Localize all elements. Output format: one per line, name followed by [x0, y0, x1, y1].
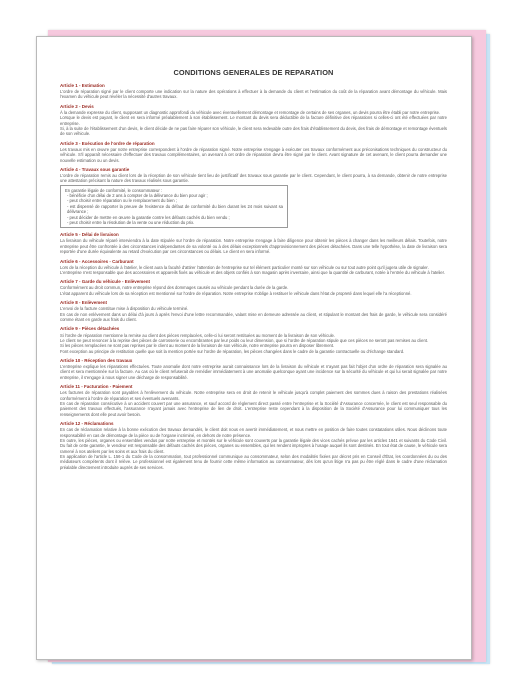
article-paragraph: L'entreprise n'est responsable que des accessoires et appareils fixés au véhicule et des objets confiés à son magasin après inventaire, ainsi que la quantité de carburant, notée à l'entrée du véhicule à l'atelier. [60, 269, 445, 275]
article-section [60, 167, 447, 228]
article-title: Article 10 - Réception des travaux [60, 358, 133, 364]
article-section [60, 358, 447, 380]
article-title: Article 9 - Pièces détachées [60, 326, 120, 332]
guarantee-item: - peut choisir entre la résolution de la vente ou une réduction du prix. [67, 219, 195, 225]
article-title: Article 8 - Enlèvement [60, 300, 108, 306]
article-section [60, 421, 447, 470]
article-title: Article 1 - Estimation [60, 83, 105, 88]
article-section [60, 83, 447, 100]
article-paragraph: Conformément au droit commun, notre entreprise répond des dommages causés au véhicule pendant la durée de la garde. [60, 285, 289, 291]
article-title: Article 4 - Travaux sous garantie [60, 167, 130, 172]
article-paragraph: L'envoi de la facture constitue mise à disposition du véhicule terminé. [60, 306, 189, 312]
article-title: Article 3 - Exécution de l'ordre de réparation [60, 140, 155, 146]
article-paragraph: L'ordre de réparation signé par le client comporte une indication sur la nature des opérations à effectuer à la demande du client et l'estimation du coût de la réparation avant démontage du véhicule. Mais l'examen du véhicule peut révéler la nécessité d'autres travaux. [60, 89, 447, 100]
article-section [60, 300, 447, 322]
article-paragraph: L'état apparent du véhicule lors de sa réception est mentionné sur l'ordre de réparation. Notre entreprise s'oblige à restituer le véhicule dans l'état de propreté dans lequel elle l'a réceptionné. [60, 290, 412, 296]
article-section [60, 326, 447, 353]
article-paragraph: L'ordre de réparation remis au client lors de la réception de son véhicule tient lieu de justificatif des travaux sous garantie par le client. Cependant, le client pourra, à sa demande, obtenir de notre entreprise une attestation précisant la nature des travaux réalisés sous garantie. [60, 173, 447, 184]
article-paragraph: Si l'ordre de réparation mentionne la remise au client des pièces remplacées, celle-ci lui seront restituées au moment de la livraison de son véhicule. [60, 332, 335, 338]
article-paragraph: Si, à la suite de l'établissement d'un devis, le client décide de ne pas faire réparer son véhicule, le client sera redevable outre des frais d'établissement du devis, des frais de démontage et remontage éventuels de son véhicule. [60, 126, 447, 137]
guarantee-item: - peut décider de mettre en œuvre la garantie contre les défauts cachés du bien vendu ; [67, 214, 230, 220]
article-section [60, 279, 447, 296]
article-title: Article 2 - Devis [60, 103, 94, 109]
article-title: Article 6 - Accessoires - Carburant [60, 258, 134, 264]
article-paragraph: À la demande expresse du client, supposant un diagnostic approfondi du véhicule avec éventuellement démontage et remontage de certains de ses organes, un devis pourra être établi par notre entreprise. [60, 109, 441, 115]
article-title: Article 11 - Facturation - Paiement [60, 384, 133, 390]
guarantee-item: - bénéficie d'un délai de 2 ans à compter de la délivrance du bien pour agir ; [67, 193, 208, 199]
article-paragraph: En cas de réclamation relative à la bonne exécution des travaux demandés, le client doit nous en avertir immédiatement, et nous mettre en position de faire toutes constatations utiles. Nous déclinons toute responsabilité en cas de démontage de la pièce ou de l'organe incriminé, en dehors de notre présence. [60, 427, 447, 438]
article-paragraph: Lors de la réception du véhicule à l'atelier, le client aura la faculté d'attirer l'attention de l'entreprise sur tel élément particulier monté sur son véhicule ou sur tout autre point qu'il jugera utile de signaler. [60, 264, 429, 270]
article-paragraph: La livraison du véhicule réparé interviendra à la date stipulée sur l'ordre de réparation. Notre entreprise s'engage à faire diligence pour obtenir les pièces à changer dans les meilleurs délais. Toutefois, notre entreprise peut être confrontée à des circonstances indépendantes de sa volonté ou à des délais exceptionnels d'approvisionnement des pièces détachées. Dans une telle hypothèse, la date de livraison sera reportée d'une durée équivalente au retard d'exécution par ces circonstances ou délais. Le client en sera informé. [60, 238, 447, 255]
article-section [60, 384, 447, 417]
article-paragraph: Si les pièces remplacées ne sont pas reprises par le client au moment de la livraison de son véhicule, notre entreprise pourra en disposer librement. [60, 343, 335, 349]
article-title: Article 7 - Garde du véhicule - Enlèvement [60, 279, 151, 285]
legal-guarantee-box [60, 185, 288, 228]
guarantee-intro: En garantie légale de conformité, le consommateur : [65, 187, 163, 193]
articles-list [60, 83, 447, 470]
article-paragraph: En cas de non enlèvement dans un délai d'à jours à après l'envoi d'une lettre recommandée, valant mise en demeure adressée au client, et stipulant le montant des frais de garde, le véhicule sera considéré comme étant en garde aux frais du client. [60, 311, 447, 323]
article-paragraph: Lorsque le devis est payant, le client en sera informé préalablement à son établissement. Le montant du devis sera déductible de la facture définitive des réparations si celles-ci ont été effectuées par notre entreprise. [60, 115, 447, 126]
article-title: Article 12 - Réclamations [60, 421, 114, 427]
document-page [36, 36, 472, 660]
article-paragraph: En cas de réparation consécutive à un accident couvert par une assurance, et sauf accord de règlement direct passé entre l'entreprise et la Société d'Assurance concernée, le client est seul responsable du paiement des travaux effectués, l'assurance n'ayant jamais avec l'entreprise de lien de droit. L'entreprise reste cependant à la disposition de la Société d'Assurance pour lui communiquer tous les renseignements dont elle peut avoir besoin. [60, 401, 447, 417]
article-paragraph: Les factures de réparation sont payables à l'enlèvement du véhicule. Notre entreprise sera en droit de retenir le véhicule jusqu'à complet paiement des sommes dues à raison des prestations réalisées conformément à l'ordre de réparation et ses éventuels avenants. [60, 390, 447, 401]
document-title: CONDITIONS GENERALES DE REPARATION [173, 68, 334, 77]
article-paragraph: En application de l'article L. 156-1 du Code de la consommation, tout professionnel communique au consommateur, selon des modalités fixées par décret pris en Conseil d'État, les coordonnées du ou des médiateurs compétents dont il relève. Le professionnel est également tenu de fournir cette même information au consommateur, dès lors qu'un litige n'a pas pu être réglé dans le cadre d'une réclamation préalable directement introduite auprès de ses services. [60, 453, 447, 470]
article-paragraph: Font exception au principe de restitution quelle que soit la mention portée sur l'ordre de réparation, les pièces changées dans le cadre de la garantie contractuelle ou d'échange standard. [60, 348, 405, 354]
article-paragraph: Les travaux mis en œuvre par notre entreprise correspondent à l'ordre de réparation signé. Notre entreprise s'engage à exécuter ces travaux conformément aux préconisations techniques du constructeur du véhicule. S'il apparaît nécessaire d'effectuer des travaux complémentaires, un avenant à cet ordre de réparation devra être signé par le client. Avant signature de cet avenant, le client pourra demander une nouvelle estimation ou un devis. [60, 146, 447, 163]
article-section [60, 259, 447, 276]
article-section [60, 141, 447, 163]
article-paragraph: L'entreprise explique les réparations effectuées. Toute anomalie dont notre entreprise aurait connaissance lors de la livraison du véhicule et n'ayant pas fait l'objet d'un ordre de réparation sera signalée au client et sera mentionnée sur la facture. Au cas où le client refuserait de remédier immédiatement à une anomalie quelconque ayant une incidence sur la sécurité du véhicule et qui lui serait signalée par notre entreprise, il s'engage à nous signer une décharge de responsabilité. [60, 364, 447, 380]
guarantee-item: - peut choisir entre réparation ou le remplacement du bien ; [67, 198, 177, 204]
guarantee-item: - est dispensé de rapporter la preuve de l'existence du défaut de conformité du bien durant les 24 mois suivant sa délivrance ; [67, 203, 283, 215]
article-paragraph: Le client ne peut renoncer à la reprise des pièces de carrosserie ou encombrantes par leur poids ou leur dimension, que si l'ordre de réparation stipule que ces pièces ne seront pas remises au client. [60, 337, 429, 343]
article-section [60, 104, 447, 137]
article-section [60, 232, 447, 254]
article-title: Article 5 - Délai de livraison [60, 232, 119, 238]
article-paragraph: En outre, les pièces, organes ou ensembles vendus par notre entreprise et montés sur le véhicule sont couverts par la garantie légale des vices cachés prévue par les articles 1641 et suivants du Code Civil. Du fait de cette garantie, le vendeur est responsable des défauts cachés des pièces, organes ou ensembles, qui les rendent impropres à l'usage auquel ils sont destinés. En tout état de cause, le véhicule sera ramené à nos ateliers par les soins et aux frais du client. [60, 437, 447, 454]
